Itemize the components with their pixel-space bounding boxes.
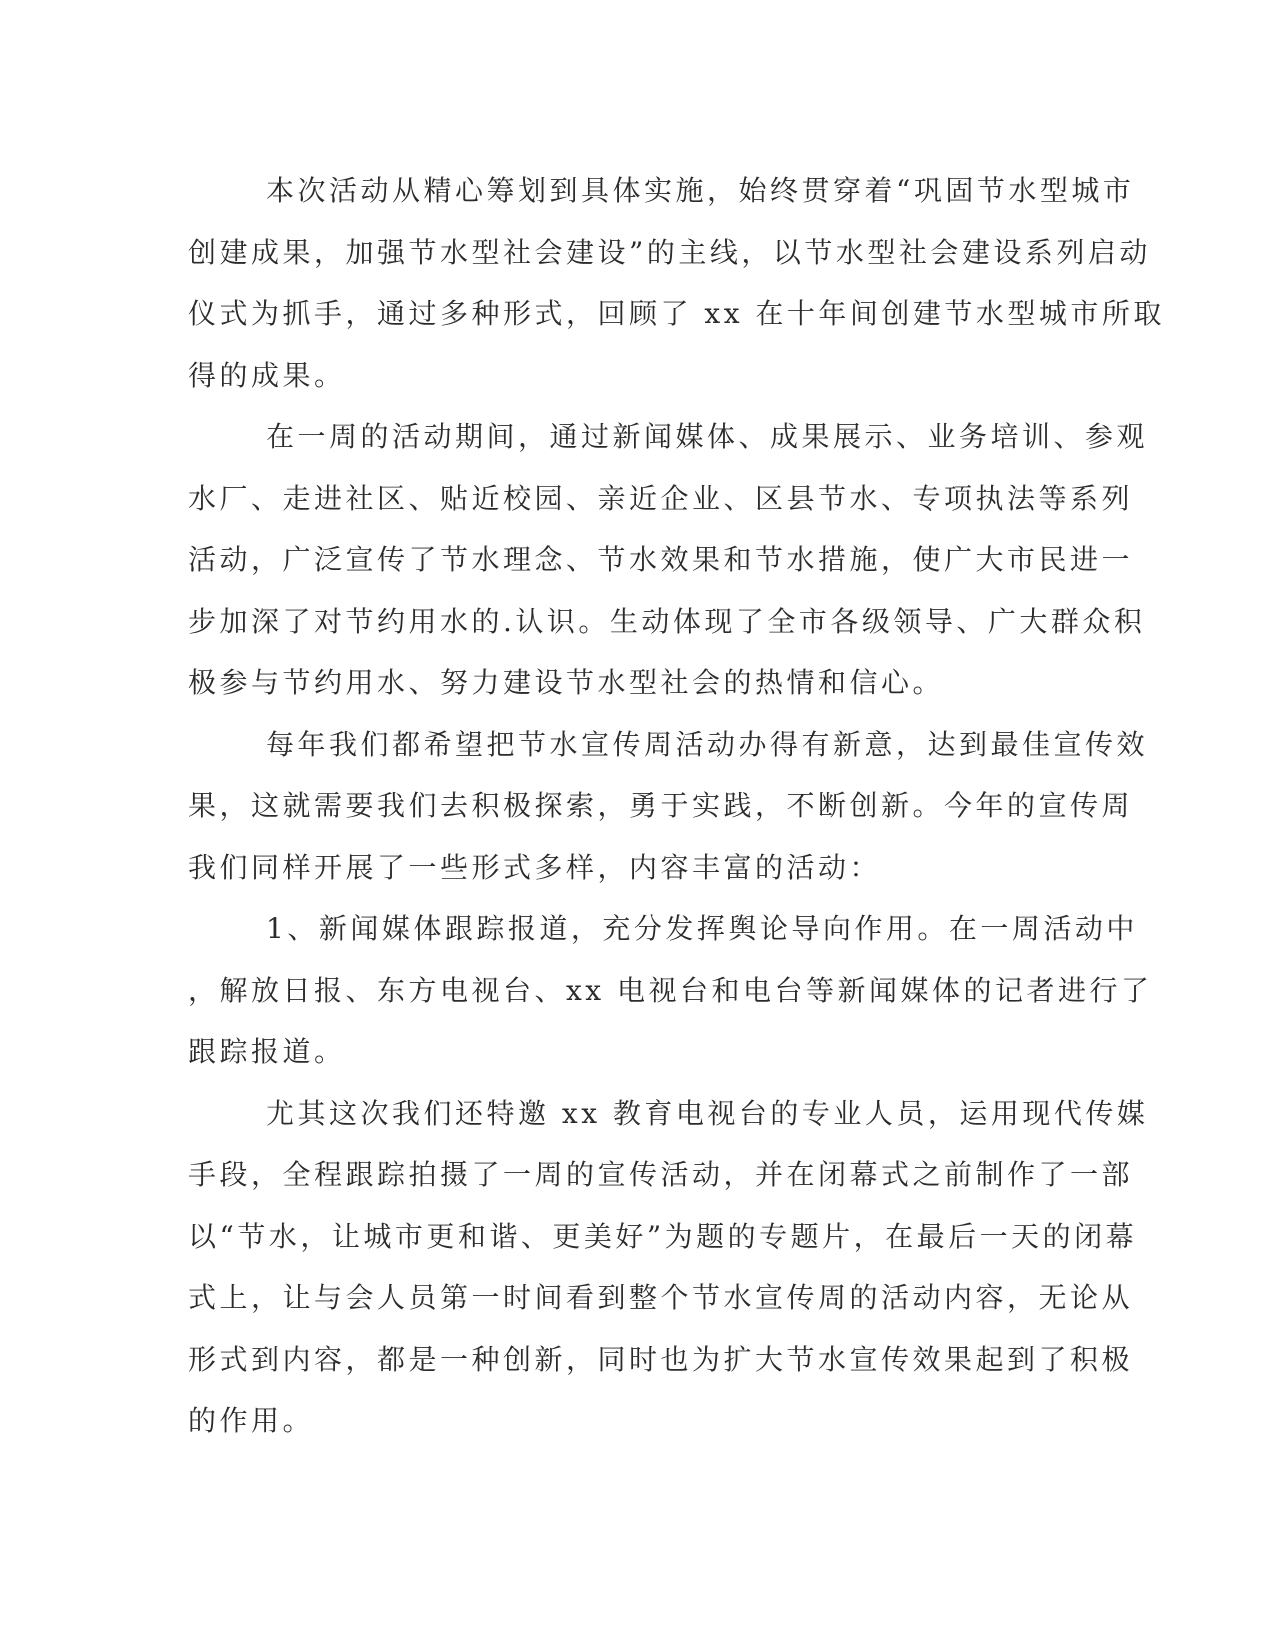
text-line: 活动，广泛宣传了节水理念、节水效果和节水措施，使广大市民进一 bbox=[188, 543, 1134, 576]
text-line: 尤其这次我们还特邀 xx 教育电视台的专业人员，运用现代传媒 bbox=[266, 1096, 1149, 1130]
text-line: ，解放日报、东方电视台、xx 电视台和电台等新闻媒体的记者进行了 bbox=[188, 973, 1153, 1007]
text-line: 本次活动从精心筹划到具体实施，始终贯穿着“巩固节水型城市 bbox=[266, 174, 1135, 207]
paragraph-4 bbox=[188, 898, 1153, 1083]
text-line: 仪式为抓手，通过多种形式，回顾了 xx 在十年间创建节水型城市所取 bbox=[188, 297, 1165, 330]
text-line: 得的成果。 bbox=[188, 358, 346, 392]
text-line: 手段，全程跟踪拍摄了一周的宣传活动，并在闭幕式之前制作了一部 bbox=[188, 1158, 1134, 1191]
text-line: 创建成果，加强节水型社会建设”的主线，以节水型社会建设系列启动 bbox=[188, 235, 1151, 269]
document-body bbox=[188, 160, 1165, 1452]
text-line: 式上，让与会人员第一时间看到整个节水宣传周的活动内容，无论从 bbox=[188, 1281, 1134, 1314]
text-line: 在一周的活动期间，通过新闻媒体、成果展示、业务培训、参观 bbox=[266, 420, 1149, 453]
text-line: 以“节水，让城市更和谐、更美好”为题的专题片，在最后一天的闭幕 bbox=[188, 1219, 1138, 1253]
text-line: 步加深了对节约用水的.认识。生动体现了全市各级领导、广大群众积 bbox=[188, 604, 1146, 638]
text-line: 水厂、走进社区、贴近校园、亲近企业、区县节水、专项执法等系列 bbox=[188, 481, 1134, 515]
paragraph-3 bbox=[188, 714, 1149, 899]
text-line: 极参与节约用水、努力建设节水型社会的热情和信心。 bbox=[188, 666, 945, 699]
text-line: 果，这就需要我们去积极探索，勇于实践，不断创新。今年的宣传周 bbox=[188, 789, 1134, 822]
text-line: 形式到内容，都是一种创新，同时也为扩大节水宣传效果起到了积极 bbox=[188, 1342, 1134, 1376]
paragraph-2 bbox=[188, 406, 1149, 714]
text-line: 我们同样开展了一些形式多样，内容丰富的活动： bbox=[188, 850, 882, 884]
text-line: 1、新闻媒体跟踪报道，充分发挥舆论导向作用。在一周活动中 bbox=[266, 912, 1138, 945]
text-line: 每年我们都希望把节水宣传周活动办得有新意，达到最佳宣传效 bbox=[266, 727, 1149, 761]
text-line: 跟踪报道。 bbox=[188, 1035, 346, 1068]
paragraph-1 bbox=[188, 160, 1165, 406]
paragraph-5 bbox=[188, 1083, 1149, 1452]
text-line: 的作用。 bbox=[188, 1404, 315, 1437]
